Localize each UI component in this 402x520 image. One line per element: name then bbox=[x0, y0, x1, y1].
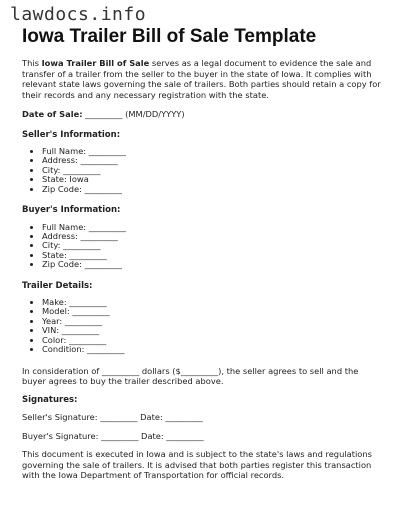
trailer-vin: • VIN: _________ bbox=[42, 326, 382, 335]
trailer-color: • Color: _________ bbox=[42, 336, 382, 345]
buyer-info-list bbox=[22, 223, 382, 270]
intro-paragraph bbox=[22, 58, 382, 100]
document-body bbox=[22, 58, 382, 481]
buyer-zip-code: • Zip Code: _________ bbox=[42, 260, 382, 269]
buyer-state: • State: _________ bbox=[42, 251, 382, 260]
closing-paragraph: This document is executed in Iowa and is subject to the state's laws and regulations governing the sale of trailers. It is advised that both parties register this transaction with the Iowa Department of Transportation for official records. bbox=[22, 449, 372, 480]
seller-state: • State: Iowa bbox=[42, 175, 382, 184]
intro-bold-term: Iowa Trailer Bill of Sale bbox=[41, 58, 150, 68]
date-of-sale-line bbox=[22, 109, 382, 120]
signatures-heading: Signatures: bbox=[22, 394, 78, 405]
trailer-year: • Year: _________ bbox=[42, 317, 382, 326]
page-title: Iowa Trailer Bill of Sale Template bbox=[22, 26, 317, 47]
buyer-full-name: • Full Name: _________ bbox=[42, 223, 382, 232]
trailer-condition: • Condition: _________ bbox=[42, 345, 382, 354]
trailer-details-list bbox=[22, 298, 382, 354]
intro-text-rest: serves as a legal document to evidence the sale and transfer of a trailer from the seller to the buyer in the state of Iowa. It complies with relevant state laws governing the sale of trailers. Both parties should retain a copy for their records and any necessary registration with the state. bbox=[22, 58, 381, 100]
seller-signature-line: Seller's Signature: _________ Date: _________ bbox=[22, 412, 203, 422]
seller-full-name: • Full Name: _________ bbox=[42, 147, 382, 156]
site-watermark: lawdocs.info bbox=[10, 4, 147, 25]
seller-address: • Address: _________ bbox=[42, 156, 382, 165]
trailer-make: • Make: _________ bbox=[42, 298, 382, 307]
buyer-signature-line: Buyer's Signature: _________ Date: _________ bbox=[22, 430, 204, 441]
seller-info-heading: Seller's Information: bbox=[22, 129, 121, 140]
consideration-paragraph: In consideration of _________ dollars ($_________), the seller agrees to sell and the buyer agrees to buy the trailer described above. bbox=[22, 365, 359, 386]
buyer-info-heading: Buyer's Information: bbox=[22, 205, 121, 216]
intro-text-start: This bbox=[22, 58, 42, 68]
trailer-model: • Model: _________ bbox=[42, 307, 382, 316]
buyer-address: • Address: _________ bbox=[42, 232, 382, 241]
date-of-sale-label: Date of Sale: bbox=[22, 109, 83, 119]
seller-info-list bbox=[22, 147, 382, 194]
buyer-city: • City: _________ bbox=[42, 241, 382, 250]
trailer-details-heading: Trailer Details: bbox=[22, 280, 93, 291]
date-of-sale-blank: _________ (MM/DD/YYYY) bbox=[82, 109, 185, 119]
seller-city: • City: _________ bbox=[42, 166, 382, 175]
seller-zip-code: • Zip Code: _________ bbox=[42, 185, 382, 194]
